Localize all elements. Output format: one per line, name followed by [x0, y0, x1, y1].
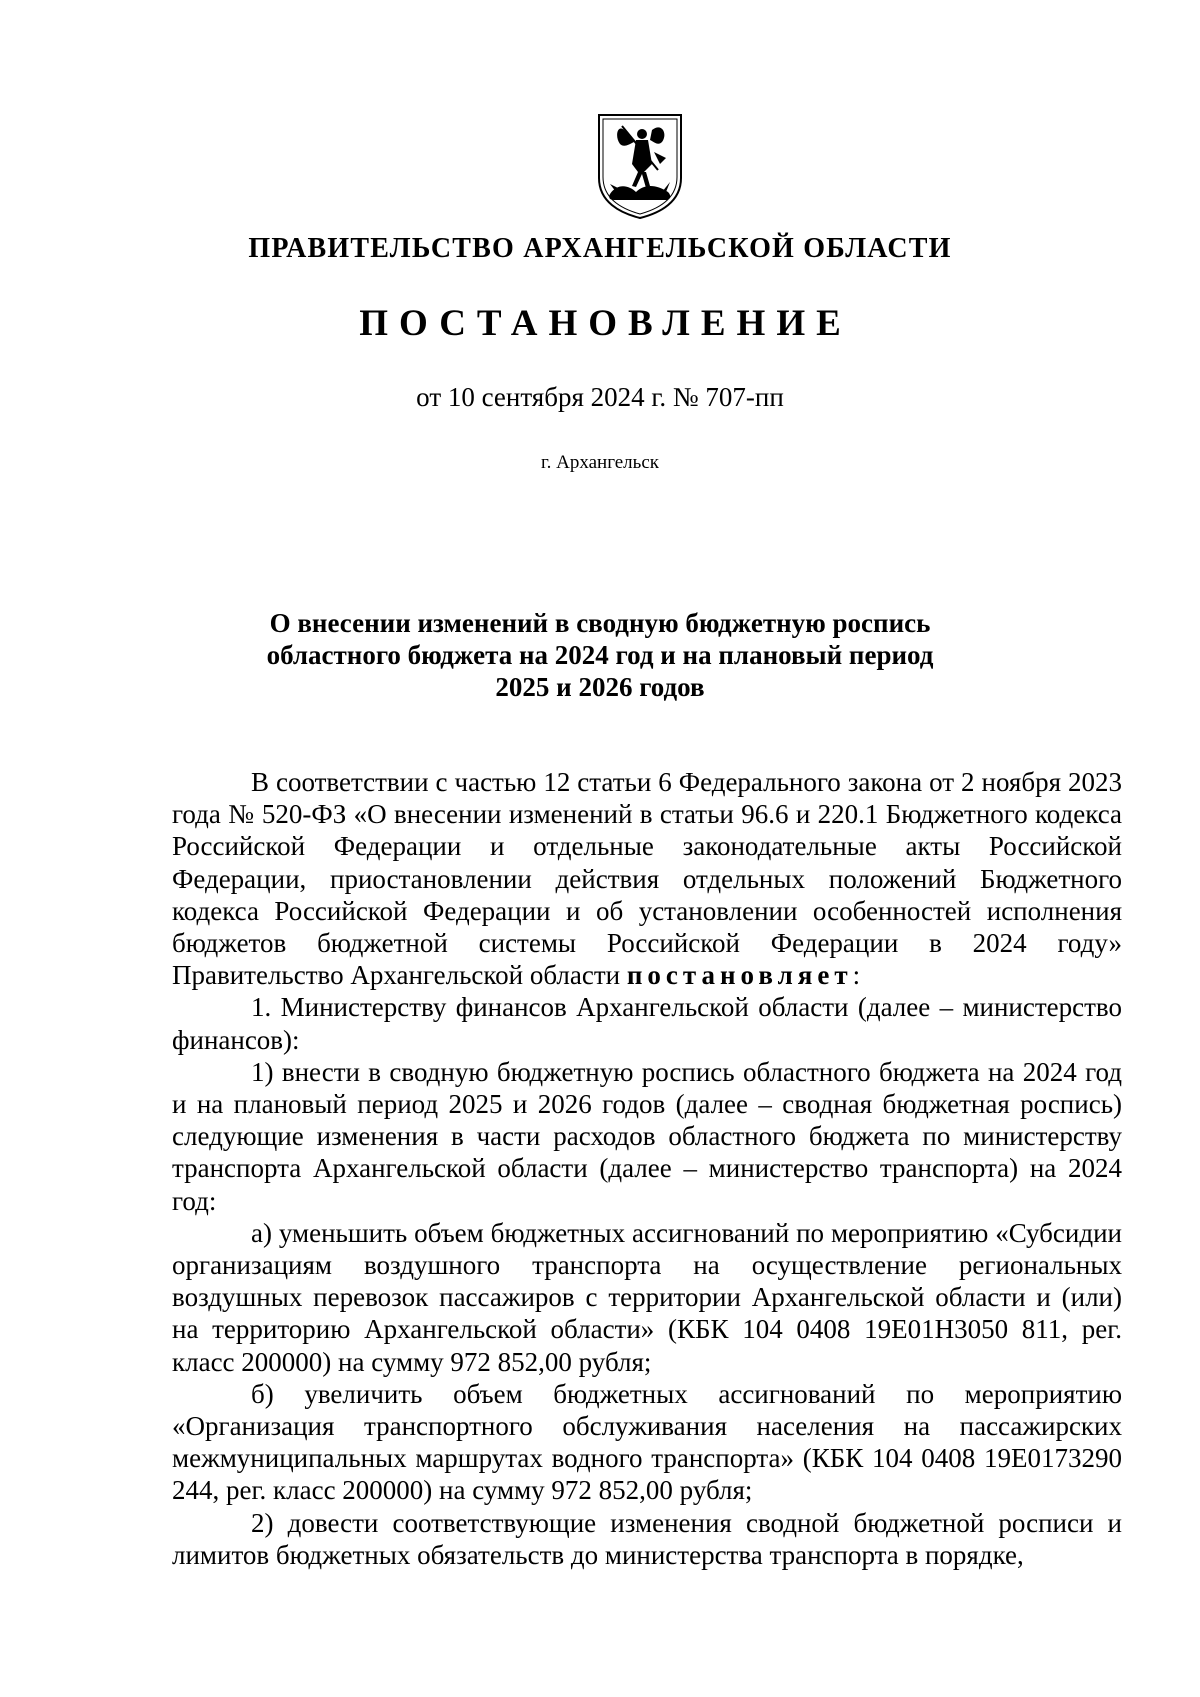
preamble-text: В соответствии с частью 12 статьи 6 Федерального закона от 2 ноября 2023 года № 520-ФЗ «О внесении изменений в статьи 96.6 и 220.1 Бюджетного кодекса Российской Федерации и отдельные законодательные акты Российской Федерации, приостановлении действия отдельных положений Бюджетного кодекса Российской Федерации и об установлении особенностей исполнения бюджетов бюджетной системы Российской Федерации в 2024 году» Правительство Архангельской области	[172, 767, 1122, 991]
preamble-end: :	[852, 960, 861, 991]
city: г. Архангельск	[540, 452, 659, 473]
item-1: 1. Министерству финансов Архангельской области (далее – министерство финансов):	[172, 992, 1122, 1055]
title-line: О внесении изменений в сводную бюджетную роспись	[269, 608, 931, 638]
document-body	[172, 766, 1122, 1571]
title-line: областного бюджета на 2024 год и на плановый период	[266, 640, 934, 670]
arkhangelsk-coat-of-arms-icon	[596, 112, 684, 220]
date-and-number: от 10 сентября 2024 г. № 707-пп	[416, 382, 784, 412]
item-1-1-a: а) уменьшить объем бюджетных ассигнований по мероприятию «Субсидии организациям воздушного транспорта на осуществление региональных воздушных перевозок пассажиров с территории Архангельской области и (или) на территорию Архангельской области» (КБК 104 0408 19Е01Н3050 811, рег. класс 200000) на сумму 972 852,00 рубля;	[172, 1217, 1122, 1377]
resolves-keyword: постановляет	[626, 960, 853, 991]
document-type: ПОСТАНОВЛЕНИЕ	[359, 303, 852, 344]
government-name: ПРАВИТЕЛЬСТВО АРХАНГЕЛЬСКОЙ ОБЛАСТИ	[248, 233, 952, 264]
item-1-2: 2) довести соответствующие изменения сводной бюджетной росписи и лимитов бюджетных обязательств до министерства транспорта в порядке,	[172, 1507, 1122, 1570]
item-1-1: 1) внести в сводную бюджетную роспись областного бюджета на 2024 год и на плановый период 2025 и 2026 годов (далее – сводная бюджетная роспись) следующие изменения в части расходов областного бюджета по министерству транспорта Архангельской области (далее – министерство транспорта) на 2024 год:	[172, 1056, 1122, 1216]
document-title	[0, 607, 1200, 703]
item-1-1-b: б) увеличить объем бюджетных ассигнований по мероприятию «Организация транспортного обслуживания населения на пассажирских межмуниципальных маршрутах водного транспорта» (КБК 104 0408 19Е0173290 244, рег. класс 200000) на сумму 972 852,00 рубля;	[172, 1378, 1122, 1506]
title-line: 2025 и 2026 годов	[495, 672, 705, 702]
preamble-paragraph	[172, 766, 1122, 991]
